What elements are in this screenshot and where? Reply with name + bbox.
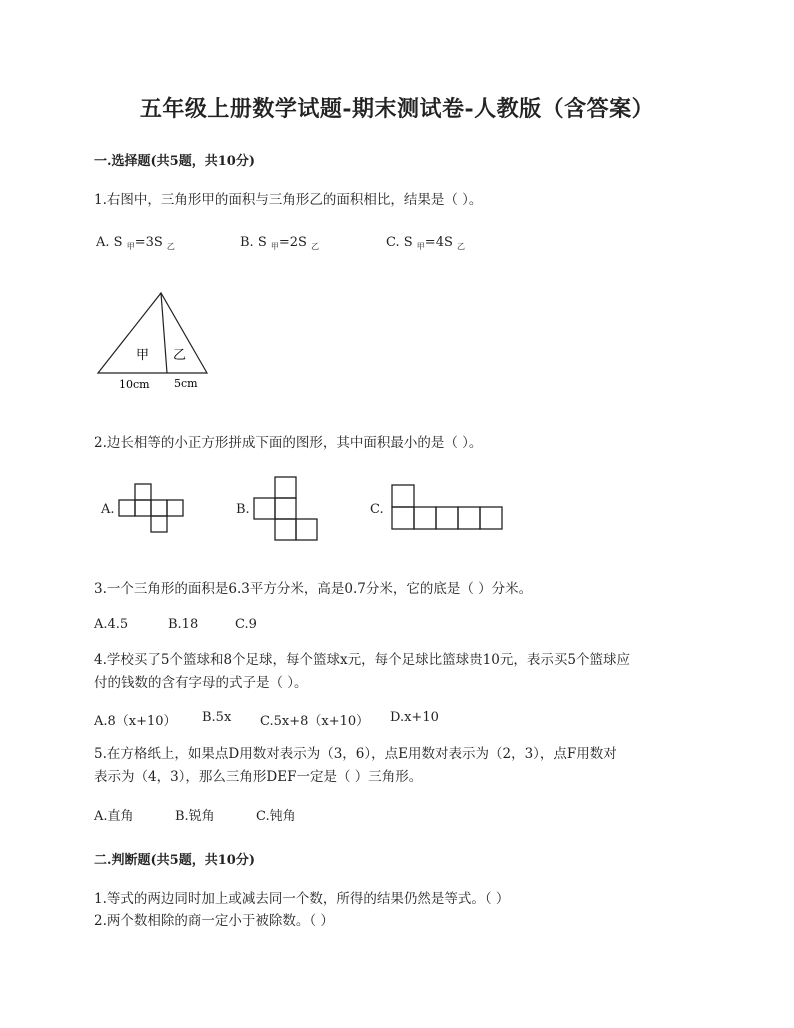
q2-figure-b xyxy=(253,476,321,542)
q2-label-a: A. xyxy=(101,502,115,517)
question-5-line-2: 表示为（4，3），那么三角形DEF一定是（ ）三角形。 xyxy=(94,769,423,785)
q1-option-c-sub2: 乙 xyxy=(457,242,465,251)
judgment-2-text: 2.两个数相除的商一定小于被除数。（ ） xyxy=(94,913,334,929)
q4-option-d: D.x+10 xyxy=(390,710,439,725)
section-heading-judgment: 二.判断题(共5题，共10分) xyxy=(94,853,255,868)
q1-option-b-sub1: 甲 xyxy=(270,242,279,251)
question-2-text: 2.边长相等的小正方形拼成下面的图形，其中面积最小的是（ ）。 xyxy=(94,435,483,451)
q2-label-c: C. xyxy=(370,502,384,517)
q1-option-a-sub1: 甲 xyxy=(126,242,135,251)
q1-option-c xyxy=(386,235,465,250)
q2-figure-c xyxy=(391,484,506,532)
q2-label-b: B. xyxy=(236,502,250,517)
q1-option-a-sub2: 乙 xyxy=(166,242,175,251)
q3-option-b: B.18 xyxy=(168,617,199,632)
q4-option-b: B.5x xyxy=(202,710,232,725)
outer-triangle xyxy=(98,293,207,373)
question-4-line-1: 4.学校买了5个篮球和8个足球，每个篮球x元，每个足球比篮球贵10元，表示买5个篮球应 xyxy=(94,652,630,668)
label-jia: 甲 xyxy=(136,348,150,363)
page-title: 五年级上册数学试题-期末测试卷-人教版（含答案） xyxy=(139,96,655,122)
q1-option-a xyxy=(96,235,175,250)
question-4-line-2: 付的钱数的含有字母的式子是（ ）。 xyxy=(94,675,308,691)
base-right-length: 5cm xyxy=(174,377,198,390)
q1-option-c-mid: =4S xyxy=(424,235,457,250)
q1-option-b-prefix: B. S xyxy=(240,235,271,250)
q1-option-b xyxy=(240,235,319,250)
judgment-1-text: 1.等式的两边同时加上或减去同一个数，所得的结果仍然是等式。（ ） xyxy=(94,891,510,907)
q1-option-b-mid: =2S xyxy=(278,235,312,250)
base-left-length: 10cm xyxy=(119,378,150,391)
q2-figure-a xyxy=(118,483,188,535)
q1-option-c-prefix: C. S xyxy=(386,235,417,250)
q1-option-b-sub2: 乙 xyxy=(311,242,320,251)
section-heading-choice: 一.选择题(共5题，共10分) xyxy=(94,154,255,169)
q4-option-a: A.8（x+10） xyxy=(94,714,177,729)
q3-option-a: A.4.5 xyxy=(94,617,129,632)
q5-option-a: A.直角 xyxy=(94,809,134,824)
q3-option-c: C.9 xyxy=(235,617,257,632)
q1-option-a-mid: =3S xyxy=(134,235,167,250)
q4-option-c: C.5x+8（x+10） xyxy=(260,714,370,729)
q1-option-c-sub1: 甲 xyxy=(416,242,425,251)
q5-option-c: C.钝角 xyxy=(256,809,296,824)
q5-option-b: B.锐角 xyxy=(175,809,215,824)
question-1-text: 1.右图中，三角形甲的面积与三角形乙的面积相比，结果是（ ）。 xyxy=(94,192,483,208)
label-yi: 乙 xyxy=(173,348,187,363)
q1-option-a-prefix: A. S xyxy=(96,235,127,250)
question-3-text: 3.一个三角形的面积是6.3平方分米，高是0.7分米，它的底是（ ）分米。 xyxy=(94,581,533,597)
triangle-divider-line xyxy=(161,293,167,373)
q1-triangle-figure xyxy=(90,285,220,395)
question-5-line-1: 5.在方格纸上，如果点D用数对表示为（3，6），点E用数对表示为（2，3），点F用数对 xyxy=(94,746,617,762)
